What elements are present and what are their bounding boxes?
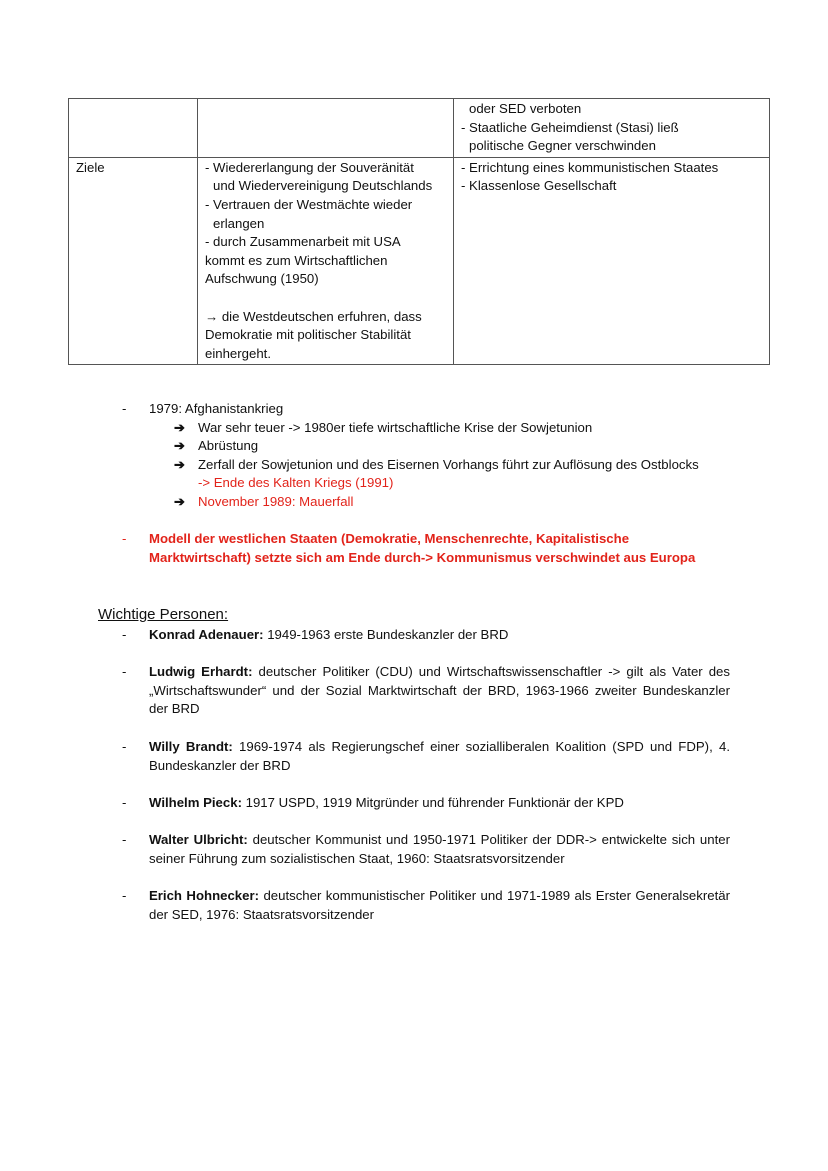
arrow-item: ➔ Abrüstung	[174, 437, 258, 456]
table-row	[69, 99, 770, 158]
bullet-dash: -	[122, 888, 127, 903]
cold-war-end: -> Ende des Kalten Kriegs (1991)	[198, 475, 394, 490]
arrow-icon: ➔	[174, 438, 186, 453]
person-entry: Wilhelm Pieck: 1917 USPD, 1919 Mitgründer und führender Funktionär der KPD	[149, 795, 624, 810]
cell-line: Aufschwung (1950)	[205, 271, 319, 287]
cell-line: und Wiedervereinigung Deutschlands	[213, 178, 433, 194]
cell-line: kommt es zum Wirtschaftlichen	[205, 252, 388, 268]
bullet-dash: -	[122, 739, 127, 754]
cell-line: - Staatliche Geheimdienst (Stasi) ließ	[461, 119, 679, 135]
cell-line: - Klassenlose Gesellschaft	[461, 178, 617, 194]
cell-line: politische Gegner verschwinden	[469, 138, 656, 154]
cell-line: - Vertrauen der Westmächte wieder	[205, 196, 413, 212]
bullet-dash: -	[122, 531, 127, 546]
cell-line: oder SED verboten	[469, 101, 582, 116]
conclusion-line: Marktwirtschaft) setzte sich am Ende durch-> Kommunismus verschwindet aus Europa	[149, 550, 696, 565]
table-cell	[454, 99, 770, 158]
table-cell	[198, 99, 454, 158]
bullet-dash: -	[122, 401, 127, 416]
cell-line: einhergeht.	[205, 345, 271, 361]
row-label-ziele: Ziele	[69, 157, 198, 365]
person-entry: Walter Ulbricht: deutscher Kommunist und 1950-1971 Politiker der DDR-> entwickelte sich unter seiner Führung zum sozialistischen Staat, 1960: Staatsratsvorsitzender	[149, 832, 730, 866]
cell-line: → die Westdeutschen erfuhren, dass	[205, 308, 422, 324]
event-title: 1979: Afghanistankrieg	[149, 401, 284, 416]
arrow-item: ➔ War sehr teuer -> 1980er tiefe wirtschaftliche Krise der Sowjetunion	[174, 419, 592, 438]
arrow-icon: ➔	[174, 494, 186, 509]
bullet-dash: -	[122, 627, 127, 642]
arrow-item: ➔ November 1989: Mauerfall	[174, 493, 353, 512]
section-heading: Wichtige Personen:	[98, 606, 229, 623]
comparison-table	[68, 98, 770, 365]
table-cell	[454, 157, 770, 365]
cell-line: erlangen	[213, 215, 265, 231]
bullet-dash: -	[122, 832, 127, 847]
person-entry: Willy Brandt: 1969-1974 als Regierungschef einer sozialliberalen Koalition (SPD und FDP), 4. Bundeskanzler der BRD	[149, 739, 730, 773]
person-entry: Ludwig Erhardt: deutscher Politiker (CDU) und Wirtschaftswissenschaftler -> gilt als Vater des „Wirtschaftswunder“ und der Sozial Marktwirtschaft der BRD, 1963-1966 zweiter Bundeskanzler der BRD	[149, 664, 730, 717]
person-entry: Konrad Adenauer: 1949-1963 erste Bundeskanzler der BRD	[149, 627, 509, 642]
cell-line	[205, 289, 447, 308]
conclusion-line: Modell der westlichen Staaten (Demokratie, Menschenrechte, Kapitalistische	[149, 531, 630, 546]
bullet-dash: -	[122, 795, 127, 810]
cell-line: - Errichtung eines kommunistischen Staates	[461, 159, 719, 175]
table-cell	[69, 99, 198, 158]
arrow-item: ➔ Zerfall der Sowjetunion und des Eisernen Vorhangs führt zur Auflösung des Ostblocks	[174, 456, 699, 475]
table-row	[69, 157, 770, 365]
table-cell	[198, 157, 454, 365]
cell-line: - Wiedererlangung der Souveränität	[205, 159, 414, 175]
cell-line: Demokratie mit politischer Stabilität	[205, 327, 411, 343]
cell-line: - durch Zusammenarbeit mit USA	[205, 234, 401, 250]
arrow-icon: ➔	[174, 457, 186, 472]
arrow-icon: ➔	[174, 420, 186, 435]
bullet-dash: -	[122, 664, 127, 679]
person-entry: Erich Hohnecker: deutscher kommunistischer Politiker und 1971-1989 als Erster Generalsekretär der SED, 1976: Staatsratsvorsitzender	[149, 888, 730, 922]
